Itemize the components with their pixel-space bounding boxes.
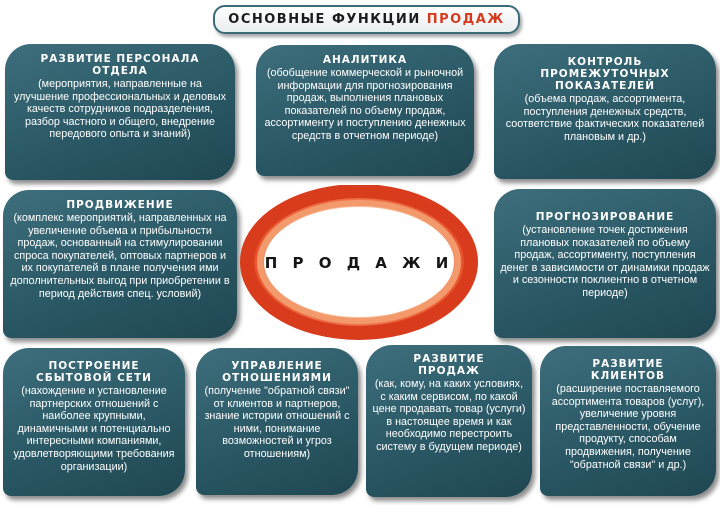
center-ring bbox=[240, 185, 478, 340]
title-main: ОСНОВНЫЕ ФУНКЦИИ bbox=[228, 12, 421, 27]
card-text: (как, кому, на каких условиях, с каким сервисом, по какой цене продавать товар (услуги) в настоящее время и как необходимо перестроить систему в будущем периоде) bbox=[372, 378, 526, 453]
card-text: (объема продаж, ассортимента, поступления денежных средств, соответствие фактических показателей плановым и др.) bbox=[505, 93, 705, 143]
card-title: ПОСТРОЕНИЕ СБЫТОВОЙ СЕТИ bbox=[36, 360, 152, 384]
card-sales-network bbox=[3, 348, 185, 496]
card-title: УПРАВЛЕНИЕ ОТНОШЕНИЯМИ bbox=[222, 360, 332, 384]
card-title: ПРОГНОЗИРОВАНИЕ bbox=[535, 211, 675, 223]
title-accent: ПРОДАЖ bbox=[426, 12, 505, 27]
card-sales-development bbox=[366, 345, 532, 497]
card-text: (комплекс мероприятий, направленных на увеличение объема и прибыльности продаж, основанный на стимулировании спроса покупателей, оптовых партнеров и их покупателей в плане получения ими дополнительных выгод при приобретении в период действия спец. условий) bbox=[10, 212, 230, 300]
card-text: (расширение поставляемого ассортимента товаров (услуг), увеличение уровня представленности, обучение продукту, способам продвижения, получение "обратной связи" и др.) bbox=[551, 383, 705, 471]
card-text: (установление точек достижения плановых показателей по объему продаж, ассортименту, поступления денег в зависимости от динамики продаж и сезонности поклиентно в отчетном периоде) bbox=[500, 224, 710, 299]
center-label: П Р О Д А Ж И bbox=[264, 253, 454, 272]
card-promotion bbox=[3, 190, 237, 338]
card-relationship-management bbox=[196, 348, 358, 495]
card-text: (получение "обратной связи" от клиентов и партнеров, знание истории отношений с ними, понимание возможностей и угроз отношениям) bbox=[204, 385, 350, 460]
card-title: АНАЛИТИКА bbox=[322, 54, 408, 66]
card-title: КОНТРОЛЬ ПРОМЕЖУТОЧНЫХ ПОКАЗАТЕЛЕЙ bbox=[540, 56, 670, 92]
card-intermediate-control bbox=[494, 44, 716, 179]
card-personnel-development bbox=[5, 44, 235, 180]
card-title: РАЗВИТИЕ ПРОДАЖ bbox=[413, 353, 485, 377]
card-text: (мероприятия, направленные на улучшение профессиональных и деловых качеств сотрудников подразделения, разбор частного и общего, внедрение передового опыта и знаний) bbox=[13, 78, 227, 141]
card-text: (обобщение коммерческой и рыночной информации для прогнозирования продаж, выполнения плановых показателей по объему продаж, ассортименту и поступлению денежных средств в отчетном периоде) bbox=[264, 67, 466, 142]
card-clients-development bbox=[540, 346, 716, 496]
title-banner bbox=[213, 5, 520, 34]
card-forecasting bbox=[494, 189, 716, 338]
card-title: ПРОДВИЖЕНИЕ bbox=[66, 199, 174, 211]
card-title: РАЗВИТИЕ ПЕРСОНАЛА ОТДЕЛА bbox=[40, 53, 200, 77]
card-text: (нахождение и установление партнерских отношений с наиболее крупными, динамичными и потенциально интересными компаниями, удовлетворяющими требования организации) bbox=[13, 385, 175, 473]
card-analytics bbox=[256, 45, 474, 176]
card-title: РАЗВИТИЕ КЛИЕНТОВ bbox=[590, 358, 666, 382]
